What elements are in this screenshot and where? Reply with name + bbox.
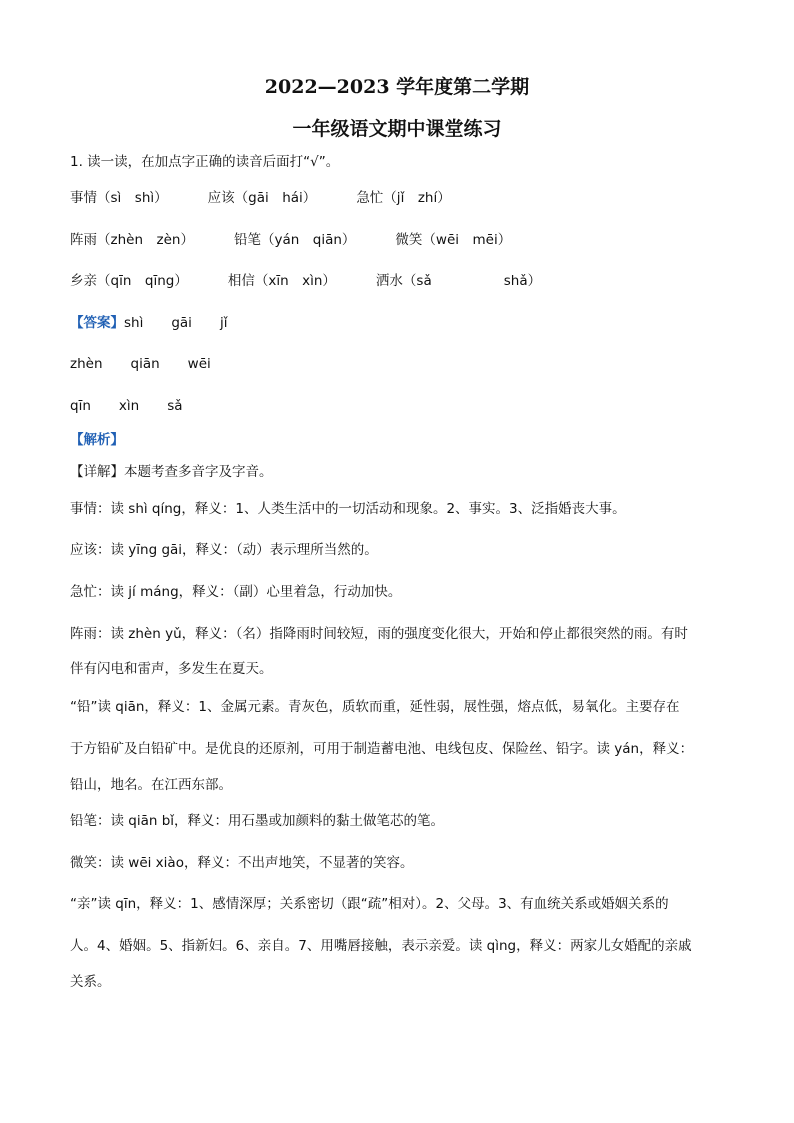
answer-value: wēi [187,356,211,372]
analysis-paragraph: 阵雨：读 zhèn yǔ，释义：（名）指降雨时间较短，雨的强度变化很大，开始和停止都很突然的雨。有时 [70,626,688,642]
analysis-label: 【解析】 [70,432,124,448]
question-row-3 [70,272,541,290]
answer-line-1 [70,314,227,332]
answer-line-3 [70,397,183,415]
analysis-detail: 【详解】本题考查多音字及字音。 [70,464,273,480]
answer-line-2 [70,355,211,373]
item-yinggai: 应该（gāi hái） [207,190,317,206]
item-weixiao: 微笑（wēi mēi） [395,232,512,248]
document-title-subject: 一年级语文期中课堂练习 [292,118,502,140]
answer-value: gāi [171,315,192,331]
item-jimang: 急忙（jǐ zhí） [356,190,451,206]
analysis-paragraph: “亲”读 qīn，释义：1、感情深厚；关系密切（跟“疏”相对）。2、父母。3、有血统关系或婚姻关系的 [70,896,669,912]
document-title-year: 2022—2023 学年度第二学期 [264,76,530,98]
answer-label: 【答案】 [70,315,124,331]
item-xiangxin: 相信（xīn xìn） [227,273,336,289]
analysis-paragraph: 铅山，地名。在江西东部。 [70,777,232,793]
item-sashui: 洒水（sǎ [375,273,432,289]
analysis-paragraph: 微笑：读 wēi xiào，释义：不出声地笑，不显著的笑容。 [70,855,414,871]
analysis-paragraph: 关系。 [70,974,111,990]
answer-value: jǐ [219,315,228,331]
item-zhenyu: 阵雨（zhèn zèn） [70,232,194,248]
item-shiqing: 事情（sì shì） [70,190,168,206]
question-prompt: 1. 读一读，在加点字正确的读音后面打“√”。 [70,154,340,170]
item-qianbi: 铅笔（yán qiān） [233,232,356,248]
item-xiangqin: 乡亲（qīn qīng） [70,273,188,289]
answer-value: sǎ [167,398,183,414]
analysis-paragraph: 于方铅矿及白铅矿中。是优良的还原剂，可用于制造蓄电池、电线包皮、保险丝、铅字。读 yán，释义： [70,741,694,757]
answer-value: shì [124,315,144,331]
analysis-paragraph: 事情：读 shì qíng，释义：1、人类生活中的一切活动和现象。2、事实。3、泛指婚丧大事。 [70,501,626,517]
analysis-paragraph: 急忙：读 jí máng，释义：（副）心里着急，行动加快。 [70,584,402,600]
analysis-paragraph: 铅笔：读 qiān bǐ，释义：用石墨或加颜料的黏土做笔芯的笔。 [70,813,445,829]
answer-value: qīn [70,398,91,414]
question-row-1 [70,189,451,207]
item-sashui-option2: shǎ） [503,273,542,289]
analysis-paragraph: 人。4、婚姻。5、指新妇。6、亲自。7、用嘴唇接触，表示亲爱。读 qìng，释义：两家儿女婚配的亲戚 [70,938,692,954]
analysis-paragraph: 应该：读 yīng gāi，释义：（动）表示理所当然的。 [70,542,378,558]
analysis-paragraph: “铅”读 qiān，释义：1、金属元素。青灰色，质软而重，延性弱，展性强，熔点低，易氧化。主要存在 [70,699,680,715]
answer-value: xìn [118,398,140,414]
answer-value: zhèn [70,356,103,372]
analysis-paragraph: 伴有闪电和雷声，多发生在夏天。 [70,661,273,677]
answer-value: qiān [130,356,160,372]
question-row-2 [70,231,511,249]
